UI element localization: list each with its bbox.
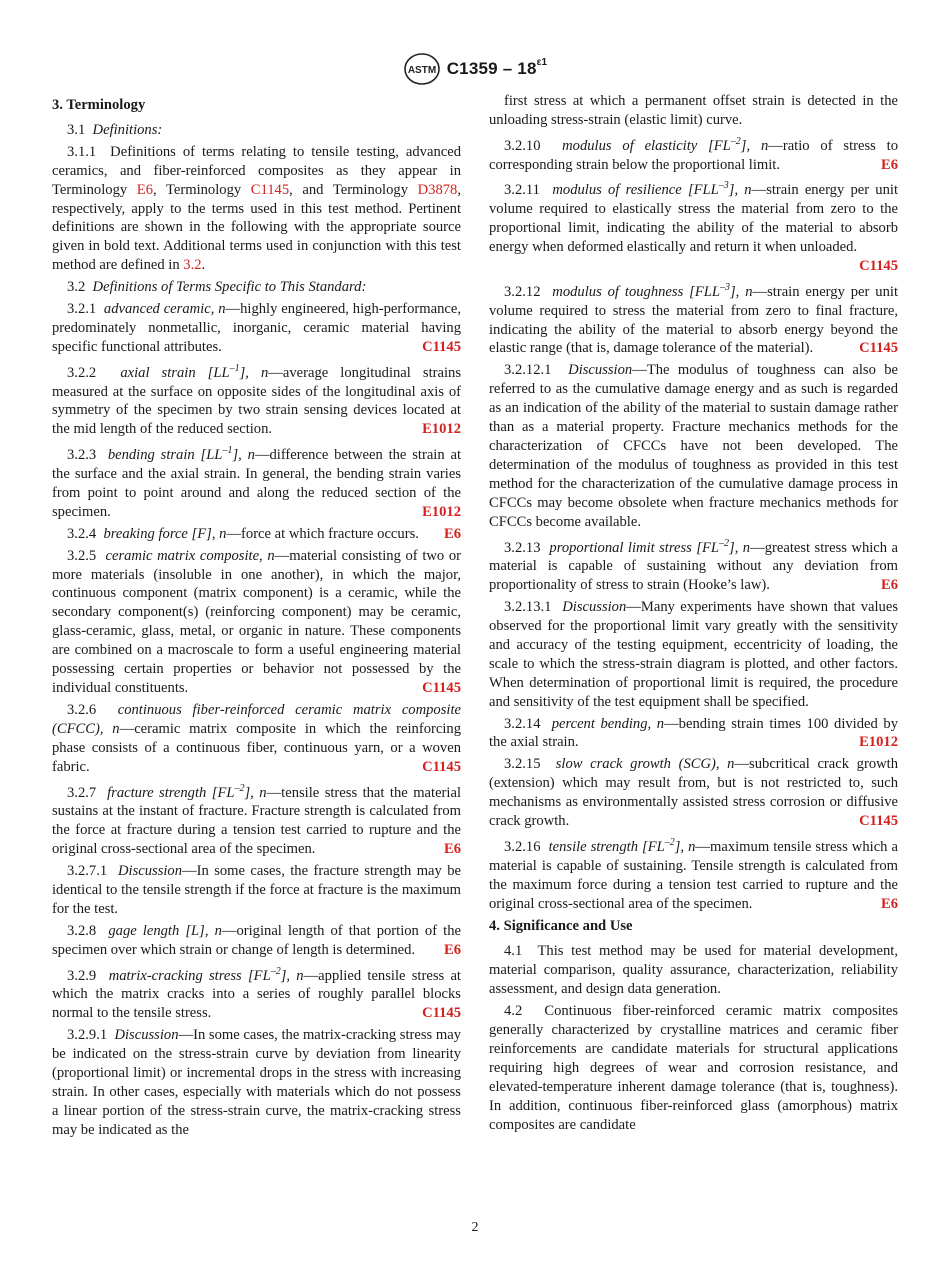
definition-text: —difference between the strain at the surface and the axial strain. In general, the bending strain varies from point to point around and along the reduced section of the specimen. [52,447,461,520]
clause-number: 3.2.14 [504,715,541,732]
source-reference[interactable]: E6 [880,156,898,173]
clause-number: 3.2.2 [67,364,97,381]
clause-number: 3.2.5 [67,547,97,564]
right-column [489,92,898,1137]
term: percent bending, n [551,715,665,732]
term: proportional limit stress [FL [549,539,720,556]
term-exponent: –2 [730,135,741,147]
cross-reference-link[interactable]: C1145 [250,181,290,198]
term: Discussion [562,599,627,616]
paragraph [52,360,461,439]
source-reference[interactable]: C1145 [859,813,898,830]
paragraph [489,133,898,175]
clause-number: 4.1 [504,943,523,960]
astm-logo [403,52,441,86]
clause-number: 3.2.15 [504,756,541,773]
source-reference[interactable]: C1145 [422,758,461,775]
clause-number: 3.2 [67,279,86,296]
source-reference[interactable]: E6 [880,895,898,912]
paragraph [489,755,898,831]
paragraph [489,92,898,130]
term: tensile strength [FL [548,838,665,855]
definition-text: —bending strain times 100 divided by the axial strain. [489,715,898,751]
left-column [52,92,461,1143]
paragraph [52,701,461,777]
clause-number: 3.2.16 [504,838,541,855]
source-reference[interactable]: E6 [443,525,461,542]
term-exponent: –2 [664,836,675,848]
source-reference[interactable]: C1145 [422,680,461,696]
source-reference[interactable]: E1012 [422,421,461,438]
paragraph [52,780,461,859]
term-suffix: ], n [280,967,304,984]
term: ceramic matrix composite, n [105,547,275,564]
definition-text: —The modulus of toughness can also be referred to as the cumulative damage energy and as such is regarded as an indication of the ability of the material to sustain damage rather than as a material property. Fracture mechanics methods for the characterization of CFCCs have not been developed. The determination of the modulus of toughness as provided in this test method for the characterization of the cumulative damage process in CFCCs may become obsolete when fracture mechanics methods for CFCCs become available. [489,362,898,530]
term-exponent: –2 [719,537,730,549]
definition-text: first stress at which a permanent offset strain is detected in the unloading stress-strain (elastic limit) curve. [489,93,898,128]
paragraph [52,525,461,544]
section-heading: 4. Significance and Use [489,918,633,935]
paragraph [52,278,461,297]
definition-text: —average longitudinal strains measured at the surface on opposite sides of the longitudinal axis of symmetry of the specimen by two strain sensing devices located at the mid length of the reduced section. [52,364,461,438]
definition-text: —ratio of stress to corresponding strain below the proportional limit. [489,137,898,173]
paragraph [52,922,461,960]
clause-number: 3.2.3 [67,447,97,464]
paragraph [52,300,461,357]
source-reference[interactable]: E1012 [859,734,898,751]
paragraph [489,361,898,531]
definition-text: , respectively, apply to the terms used in this test method. Pertinent definitions are shown in the following with the appropriate source given in bold text. Additional terms used in conjunction with this test method are defined in [52,181,461,274]
clause-number: 3.2.7 [67,784,97,801]
term-suffix: ], n [244,784,267,801]
document-designation: $C1359 - 18^{\varepsilon 1}$ [446,57,548,78]
definition-text: —maximum tensile stress which a material is capable of sustaining. Tensile strength is calculated from the maximum force during a tension test carried to rupture and the original cross-sectional area of the specimen. [489,838,898,912]
term: matrix-cracking stress [FL [108,967,271,984]
paragraph [489,279,898,358]
clause-number: 3.2.4 [67,525,97,542]
term: modulus of elasticity [FL [562,137,731,154]
definition-text: —material consisting of two or more materials (insoluble in one another), in which the major, continuous component (matrix component) is a ceramic, while the secondary component(s) (reinforcing component) may be ceramic, glass-ceramic, glass, metal, or organic in nature. These components are combined on a macroscale to form a useful engineering material possessing certain properties or behavior not possessed by the individual constituents. [52,547,461,696]
term: breaking force [F], n [103,525,227,542]
definition-text: —force at which fracture occurs. [226,525,419,542]
page-number: 2 [471,1220,479,1235]
page-header [0,52,950,86]
term-exponent: –1 [222,445,233,457]
term: modulus of toughness [FLL [552,283,720,300]
definition-text: —greatest stress which a material is capable of sustaining without any deviation from proportionality of stress to strain (Hooke’s law). [489,539,898,594]
clause-number: 3.2.8 [67,922,97,939]
term-exponent: –3 [719,281,730,293]
astm-logo-text: ASTM [407,65,436,76]
term-exponent: –1 [229,362,240,374]
clause-number: 3.1 [67,121,86,138]
term: bending strain [LL [107,447,223,464]
term: Definitions of Terms Specific to This Standard: [92,279,367,296]
paragraph [489,834,898,913]
definition-text: —In some cases, the matrix-cracking stress may be indicated on the stress-strain curve by deviation from linearity (proportional limit) or incremental drops in the stress with increasing strain. In other cases, especially with materials which do not possess a linear portion of the stress-strain curve, the matrix-cracking stress may be indicated as the [52,1027,462,1138]
clause-number: 3.2.6 [67,701,97,718]
definition-text: Continuous fiber-reinforced ceramic matrix composites generally characterized by crystalline matrices and ceramic fiber reinforcements are candidate materials for structural applications requiring high degrees of wear and corrosion resistance, and elevated-temperature inherent damage tolerance (that is, toughness). In addition, continuous fiber-reinforced glass (amorphous) matrix composites are candidate [489,1003,899,1133]
definition-text: —applied tensile stress at which the matrix cracks into a series of roughly parallel blocks normal to the tensile stress. [52,967,461,1022]
paragraph [52,963,461,1024]
paragraph [489,598,898,711]
term-suffix: ], n [674,838,696,855]
clause-number: 3.2.1 [67,301,97,318]
paragraph [489,1002,898,1134]
definition-text: —ceramic matrix composite in which the reinforcing phase consists of a continuous fiber, continuous yarn, or a woven fabric. [52,720,461,775]
definition-text: —strain energy per unit volume required to stress the material from zero to final fracture, indicating the ability of the material to absorb energy beyond the elastic range (that is, damage tolerance of the material). [489,283,898,357]
definition-text: , Terminology [153,181,251,198]
term-exponent: –3 [718,180,729,192]
clause-number: 3.2.12.1 [504,362,552,379]
source-reference[interactable]: E6 [443,841,461,858]
clause-number: 3.2.13.1 [504,599,552,616]
term: slow crack growth (SCG), n [555,756,735,773]
definition-text: —original length of that portion of the specimen over which strain or change of length is determined. [52,922,461,958]
term-suffix: ], n [239,364,269,381]
cross-reference-link[interactable]: D3878 [417,181,458,198]
term: Discussion [114,1027,179,1044]
definition-text: —Many experiments have shown that values observed for the proportional limit vary greatly with the sensitivity and accuracy of the testing equipment, eccentricity of loading, the scale to which the stress-strain diagram is plotted, and other factors. When determination of proportional limit is required, the procedure and sensitivity of the test equipment shall be specified. [489,599,899,710]
source-reference[interactable]: C1145 [422,338,461,355]
clause-number: 3.2.11 [504,182,540,199]
definition-text: —tensile stress that the material sustains at the instant of fracture. Fracture strength is calculated from the force at fracture during a tension test carried to rupture and the original cross-sectional area of the specimen. [52,784,461,858]
clause-number: 3.2.10 [504,137,541,154]
definition-text: . [201,257,206,274]
term: Definitions: [92,121,163,138]
section-heading: 3. Terminology [52,97,146,113]
term-suffix: ], n [232,447,255,464]
clause-number: 3.2.9 [67,967,97,984]
paragraph [52,121,461,140]
term: axial strain [LL [120,364,230,381]
definition-text: —In some cases, the fracture strength may be identical to the tensile strength if the force at fracture is the maximum for the test. [52,863,461,917]
paragraph [489,535,898,596]
source-reference[interactable]: E6 [443,941,461,958]
cross-reference-link[interactable]: 3.2 [183,257,202,274]
source-reference[interactable]: C1145 [859,340,898,357]
definition-text: Definitions of terms relating to tensile testing, advanced ceramics, and fiber-reinforced composites as they appear in Terminology [52,143,462,198]
term: modulus of resilience [FLL [552,182,719,199]
clause-number: 3.2.9.1 [67,1027,108,1044]
source-reference[interactable]: E1012 [422,503,461,520]
paragraph [52,547,461,698]
paragraph [52,862,461,919]
term: fracture strength [FL [107,784,235,801]
term-suffix: ], n [728,182,752,199]
definition-text: —subcritical crack growth (extension) which may result from, but is not restricted to, such mechanisms as environmentally assisted stress corrosion or diffusive crack growth. [489,756,898,830]
source-reference[interactable]: C1145 [859,257,898,274]
term: continuous fiber-reinforced ceramic matrix composite (CFCC), n [52,701,461,737]
term: Discussion [568,362,633,379]
clause-number: 4.2 [504,1003,523,1020]
term-exponent: –2 [270,965,281,977]
source-reference[interactable]: C1145 [422,1005,461,1022]
clause-number: 3.2.12 [504,283,541,300]
paragraph [52,1026,461,1139]
term-suffix: ], n [740,137,769,154]
source-reference[interactable]: E6 [880,577,898,594]
paragraph [489,715,898,753]
paragraph [52,143,461,275]
term: Discussion [117,863,183,880]
definition-text: , and Terminology [289,181,418,198]
definition-text: This test method may be used for material development, material comparison, quality assurance, characterization, reliability assessment, and design data generation. [489,943,898,998]
paragraph [489,177,898,275]
paragraph [52,442,461,521]
definition-text: —highly engineered, high-performance, predominately nonmetallic, inorganic, ceramic material having specific functional attributes. [52,301,461,355]
term-suffix: ], n [729,283,753,300]
term-exponent: –2 [234,782,245,794]
term: advanced ceramic, n [103,301,226,318]
paragraph [489,942,898,999]
cross-reference-link[interactable]: E6 [136,181,153,198]
clause-number: 3.2.7.1 [67,863,108,880]
clause-number: 3.2.13 [504,539,541,556]
definition-text: —strain energy per unit volume required to elastically stress the material from zero to the proportional limit, indicating the ability of the material to absorb energy when deformed elastically and return it when unloaded. [489,182,898,256]
term-suffix: ], n [729,539,751,556]
term: gage length [L], n [108,922,222,939]
clause-number: 3.1.1 [67,143,97,160]
